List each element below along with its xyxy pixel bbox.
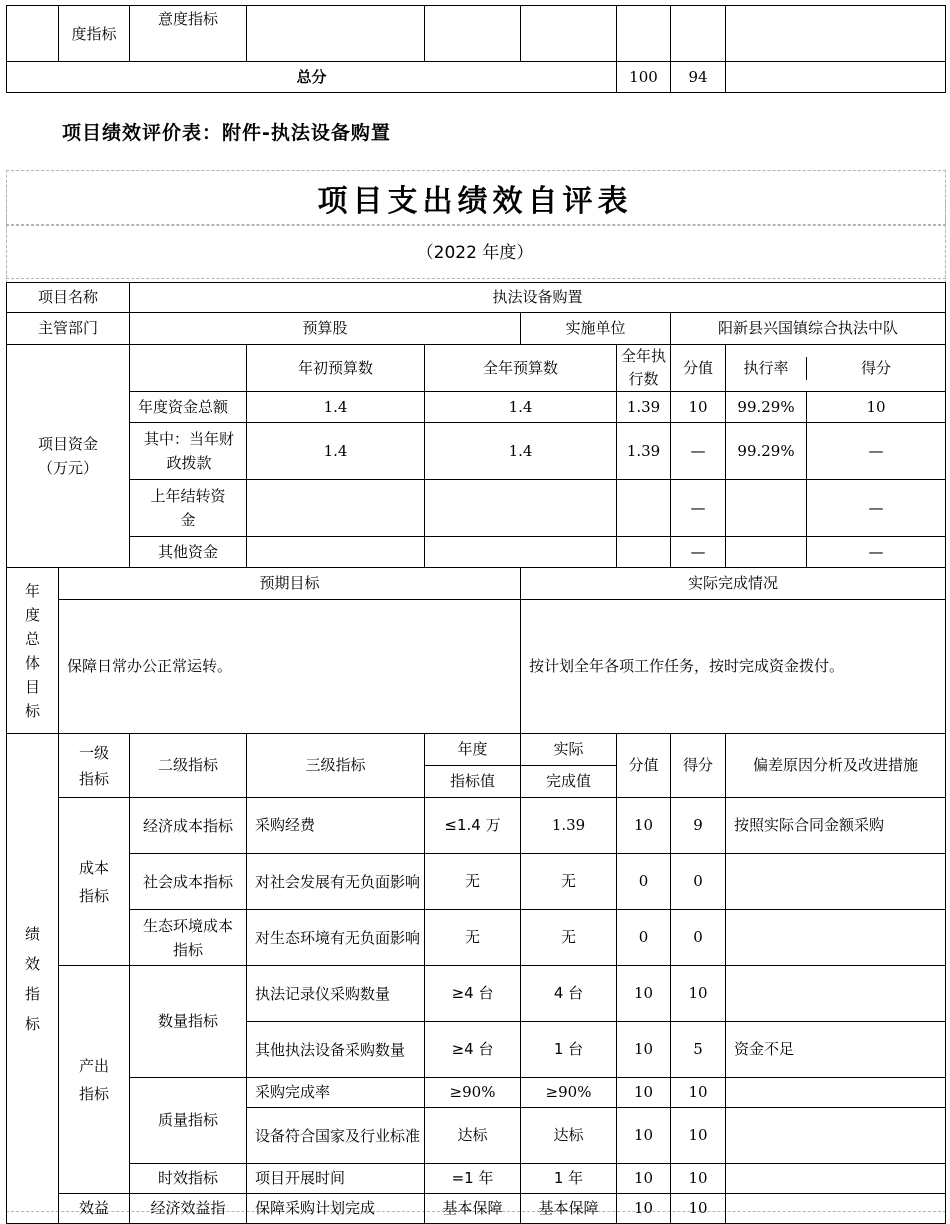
indicator-note xyxy=(726,1108,946,1164)
indicator-weight: 10 xyxy=(617,1078,671,1108)
fund-row-name: 其中：当年财政拨款 xyxy=(130,423,247,480)
fund-row-rate-score xyxy=(726,392,946,423)
indicator-target: ≥90% xyxy=(425,1078,521,1108)
fund-row-executed xyxy=(617,537,671,568)
fund-row-annual xyxy=(425,480,617,537)
subgroup-social-cost: 社会成本指标 xyxy=(130,854,247,910)
header-level1: 一级指标 xyxy=(59,734,130,798)
dept-value: 预算股 xyxy=(130,313,521,345)
indicator-note xyxy=(726,1194,946,1224)
indicator-score: 10 xyxy=(671,1108,726,1164)
header-target-top: 年度 xyxy=(425,734,521,766)
fund-row-score: — xyxy=(868,442,884,460)
evaluation-table xyxy=(6,282,946,1224)
fund-row-executed: 1.39 xyxy=(617,423,671,480)
indicator-score: 9 xyxy=(671,798,726,854)
top-cell xyxy=(247,6,425,62)
header-score: 得分 xyxy=(671,734,726,798)
actual-result: 按计划全年各项工作任务，按时完成资金拨付。 xyxy=(521,600,946,734)
indicator-actual: 无 xyxy=(521,854,617,910)
indicator-weight: 10 xyxy=(617,1022,671,1078)
section-heading: 项目绩效评价表：附件-执法设备购置 xyxy=(62,122,391,144)
fund-row-rate: 99.29% xyxy=(726,392,807,422)
top-score-table xyxy=(6,5,946,93)
group-cost: 成本指标 xyxy=(59,798,130,966)
indicator-weight: 10 xyxy=(617,1108,671,1164)
indicator-score: 0 xyxy=(671,854,726,910)
indicator-actual: 无 xyxy=(521,910,617,966)
subgroup-economic-benefit: 经济效益指 xyxy=(130,1194,247,1224)
subgroup-quality: 质量指标 xyxy=(130,1078,247,1164)
top-cell xyxy=(425,6,521,62)
doc-year: （2022 年度） xyxy=(416,243,534,263)
funds-header-executed: 全年执行数 xyxy=(617,345,671,392)
total-full-score: 100 xyxy=(617,62,671,93)
header-weight: 分值 xyxy=(617,734,671,798)
fund-row-score: — xyxy=(868,499,884,517)
indicators-label: 绩效指标 xyxy=(7,734,59,1224)
indicator-score: 10 xyxy=(671,1194,726,1224)
fund-row-weight: 10 xyxy=(671,392,726,423)
indicator-actual: 4 台 xyxy=(521,966,617,1022)
indicator-target: ≥4 台 xyxy=(425,966,521,1022)
indicator-score: 5 xyxy=(671,1022,726,1078)
indicator-score: 10 xyxy=(671,966,726,1022)
fund-row-initial: 1.4 xyxy=(247,392,425,423)
actual-header: 实际完成情况 xyxy=(521,568,946,600)
indicator-actual: 1 台 xyxy=(521,1022,617,1078)
indicator-note: 按照实际合同金额采购 xyxy=(726,798,946,854)
indicator-note: 资金不足 xyxy=(726,1022,946,1078)
fund-row-initial: 1.4 xyxy=(247,423,425,480)
indicator-score: 10 xyxy=(671,1164,726,1194)
total-score: 94 xyxy=(671,62,726,93)
funds-header-annual: 全年预算数 xyxy=(425,345,617,392)
fund-row-rate xyxy=(726,537,807,567)
project-name-label: 项目名称 xyxy=(7,283,130,313)
subgroup-eco-cost: 生态环境成本指标 xyxy=(130,910,247,966)
indicator-actual: 1 年 xyxy=(521,1164,617,1194)
fund-row-initial xyxy=(247,480,425,537)
fund-row-annual: 1.4 xyxy=(425,423,617,480)
fund-row-executed xyxy=(617,480,671,537)
indicator-actual: 1.39 xyxy=(521,798,617,854)
fund-row-score: 10 xyxy=(866,398,886,416)
funds-header-weight: 分值 xyxy=(671,345,726,392)
indicator-name: 采购完成率 xyxy=(247,1078,425,1108)
funds-header-rate: 执行率 xyxy=(726,357,807,380)
fund-row-name: 年度资金总额 xyxy=(130,392,247,423)
goals-label: 年度总体目标 xyxy=(7,568,59,734)
fund-row-name: 上年结转资金 xyxy=(130,480,247,537)
doc-title: 项目支出绩效自评表 xyxy=(317,184,633,219)
indicator-actual: ≥90% xyxy=(521,1078,617,1108)
subgroup-economic-cost: 经济成本指标 xyxy=(130,798,247,854)
fund-row-score: — xyxy=(868,543,884,561)
indicator-weight: 0 xyxy=(617,910,671,966)
indicator-name: 对社会发展有无负面影响 xyxy=(247,854,425,910)
indicator-name: 设备符合国家及行业标准 xyxy=(247,1108,425,1164)
indicator-weight: 10 xyxy=(617,966,671,1022)
funds-header-empty xyxy=(130,345,247,392)
fund-row-executed: 1.39 xyxy=(617,392,671,423)
indicator-name: 其他执法设备采购数量 xyxy=(247,1022,425,1078)
indicator-name: 项目开展时间 xyxy=(247,1164,425,1194)
indicator-weight: 10 xyxy=(617,1194,671,1224)
indicator-name: 对生态环境有无负面影响 xyxy=(247,910,425,966)
project-name: 执法设备购置 xyxy=(130,283,946,313)
header-target-bottom: 指标值 xyxy=(425,766,521,798)
top-cell xyxy=(617,6,671,62)
fund-row-rate: 99.29% xyxy=(726,423,807,479)
header-deviation: 偏差原因分析及改进措施 xyxy=(726,734,946,798)
impl-label: 实施单位 xyxy=(521,313,671,345)
fund-row-name: 其他资金 xyxy=(130,537,247,568)
indicator-actual: 基本保障 xyxy=(521,1194,617,1224)
group-output: 产出指标 xyxy=(59,966,130,1194)
indicator-target: 无 xyxy=(425,854,521,910)
indicator-target: 基本保障 xyxy=(425,1194,521,1224)
top-cell-empty xyxy=(7,6,59,62)
indicator-note xyxy=(726,1164,946,1194)
total-label: 总分 xyxy=(7,62,617,93)
indicator-name: 采购经费 xyxy=(247,798,425,854)
fund-row-weight: — xyxy=(671,480,726,537)
funds-header-score: 得分 xyxy=(861,358,892,377)
indicator-name: 保障采购计划完成 xyxy=(247,1194,425,1224)
fund-row-rate-score xyxy=(726,480,946,537)
indicator-note xyxy=(726,1078,946,1108)
indicator-target: =1 年 xyxy=(425,1164,521,1194)
fund-row-rate-score xyxy=(726,537,946,568)
fund-row-annual: 1.4 xyxy=(425,392,617,423)
indicator-score: 0 xyxy=(671,910,726,966)
indicator-target: 无 xyxy=(425,910,521,966)
funds-label: 项目资金（万元） xyxy=(7,345,130,568)
fund-row-rate-score xyxy=(726,423,946,480)
indicator-target: 达标 xyxy=(425,1108,521,1164)
expected-header: 预期目标 xyxy=(59,568,521,600)
top-cell-level: 度指标 xyxy=(59,6,130,62)
subgroup-timeliness: 时效指标 xyxy=(130,1164,247,1194)
fund-row-weight: — xyxy=(671,423,726,480)
header-level2: 二级指标 xyxy=(130,734,247,798)
group-benefit: 效益 xyxy=(59,1194,130,1224)
indicator-actual: 达标 xyxy=(521,1108,617,1164)
header-actual-top: 实际 xyxy=(521,734,617,766)
top-cell xyxy=(521,6,617,62)
header-actual-bottom: 完成值 xyxy=(521,766,617,798)
funds-header-rate-score xyxy=(726,345,946,392)
indicator-target: ≤1.4 万 xyxy=(425,798,521,854)
indicator-weight: 0 xyxy=(617,854,671,910)
top-cell xyxy=(671,6,726,62)
top-cell-indicator: 意度指标 xyxy=(130,6,247,62)
header-level3: 三级指标 xyxy=(247,734,425,798)
fund-row-initial xyxy=(247,537,425,568)
expected-goal: 保障日常办公正常运转。 xyxy=(59,600,521,734)
indicator-name: 执法记录仪采购数量 xyxy=(247,966,425,1022)
subgroup-quantity: 数量指标 xyxy=(130,966,247,1078)
indicator-note xyxy=(726,854,946,910)
total-empty xyxy=(726,62,946,93)
indicator-weight: 10 xyxy=(617,798,671,854)
indicator-score: 10 xyxy=(671,1078,726,1108)
indicator-target: ≥4 台 xyxy=(425,1022,521,1078)
funds-header-initial: 年初预算数 xyxy=(247,345,425,392)
indicator-note xyxy=(726,966,946,1022)
fund-row-weight: — xyxy=(671,537,726,568)
dept-label: 主管部门 xyxy=(7,313,130,345)
top-cell xyxy=(726,6,946,62)
impl-unit: 阳新县兴国镇综合执法中队 xyxy=(671,313,946,345)
fund-row-rate xyxy=(726,480,807,536)
fund-row-annual xyxy=(425,537,617,568)
indicator-note xyxy=(726,910,946,966)
indicator-weight: 10 xyxy=(617,1164,671,1194)
